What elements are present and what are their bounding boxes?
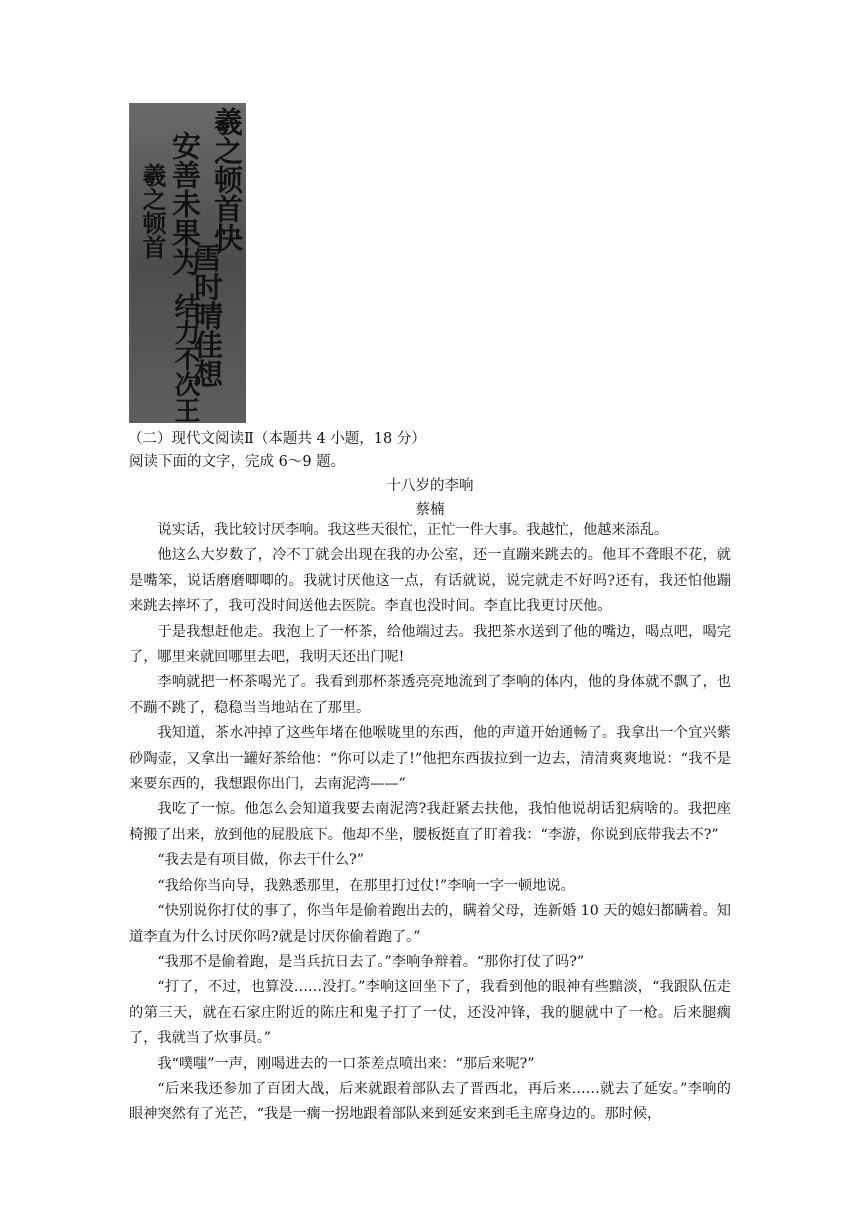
calligraphy-image [129,103,246,423]
story-author: 蔡楠 [415,502,445,518]
paragraph: “我去是有项目做，你去干什么?” [157,852,364,869]
calligraphy-column: 雪时晴佳想 [190,243,224,388]
paragraph: “我给你当向导，我熟悉那里，在那里打过仗!”李响一字一顿地说。 [157,877,575,894]
paragraph: “打了，不过，也算没……没打。”李响这回坐下了，我看到他的眼神有些黯淡，“我跟队伍走的第三天，就在石家庄附近的陈庄和鬼子打了一仗，还没冲锋，我的腿就中了一枪。后来腿瘸了，我就当了炊事员。” [129,979,731,1047]
paragraph: 于是我想赶他走。我泡上了一杯茶，给他端过去。我把茶水送到了他的嘴边，喝点吧，喝完了，哪里来就回哪里去吧，我明天还出门呢! [129,623,731,666]
calligraphy-column: 羲之顿首 [138,163,167,259]
calligraphy-column: 结力不次王 [170,293,200,423]
paragraph: “快别说你打仗的事了，你当年是偷着跑出去的，瞒着父母，连新婚 10 天的媳妇都瞒着。知道李直为什么讨厌你吗?就是讨厌你偷着跑了。” [129,903,731,945]
calligraphy-column: 羲之顿首快 [210,107,244,252]
paragraph: 我知道，茶水冲掉了这些年堵在他喉咙里的东西，他的声道开始通畅了。我拿出一个宜兴紫砂陶壶，又拿出一罐好茶给他：“你可以走了!”他把东西拔拉到一边去，清清爽爽地说：“我不是来要东西的，我想跟你出门，去南泥湾——” [129,725,731,793]
paragraph: 我“噗嗤”一声，刚喝进去的一口茶差点喷出来：“那后来呢?” [157,1055,535,1072]
paragraph: “我那不是偷着跑，是当兵抗日去了。”李响争辩着。“那你打仗了吗?” [157,953,585,970]
story-body [129,518,731,1128]
instruction-text: 阅读下面的文字，完成 6～9 题。 [129,454,346,470]
calligraphy-column: 安善未果为 [168,131,202,276]
story-title: 十八岁的李响 [386,478,474,494]
paragraph: 他这么大岁数了，冷不丁就会出现在我的办公室，还一直蹦来跳去的。他耳不聋眼不花，就是嘴笨，说话磨磨唧唧的。我就讨厌他这一点，有话就说，说完就走不好吗?还有，我还怕他蹦来跳去摔坏了，我可没时间送他去医院。李直也没时间。李直比我更讨厌他。 [129,547,731,615]
section-heading: （二）现代文阅读Ⅱ（本题共 4 小题，18 分） [128,431,426,447]
paragraph: 李响就把一杯茶喝光了。我看到那杯茶透亮亮地流到了李响的体内，他的身体就不飘了，也不蹦不跳了，稳稳当当地站在了那里。 [129,674,731,716]
paragraph: 我吃了一惊。他怎么会知道我要去南泥湾?我赶紧去扶他，我怕他说胡话犯病啥的。我把座椅搬了出来，放到他的屁股底下。他却不坐，腰板挺直了盯着我：“李游，你说到底带我去不?” [129,801,731,843]
paragraph: “后来我还参加了百团大战，后来就跟着部队去了晋西北，再后来……就去了延安。”李响的眼神突然有了光芒，“我是一瘸一拐地跟着部队来到延安来到毛主席身边的。那时候， [129,1080,731,1123]
paragraph: 说实话，我比较讨厌李响。我这些天很忙，正忙一件大事。我越忙，他越来添乱。 [157,522,669,538]
